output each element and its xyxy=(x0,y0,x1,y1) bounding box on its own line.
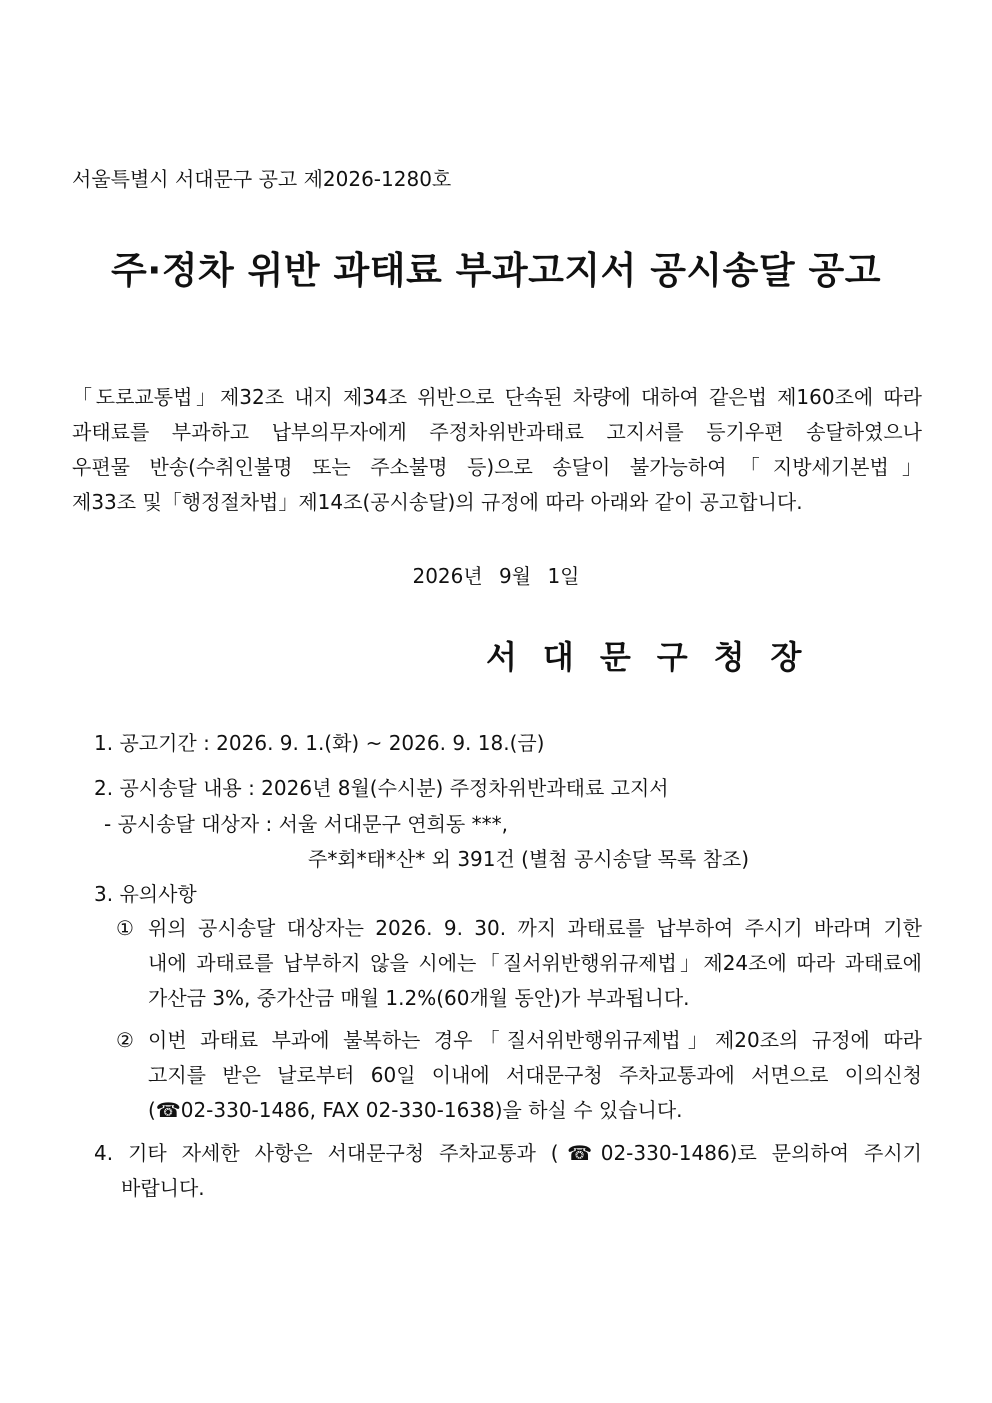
note-2-line: 이번 과태료 부과에 불복하는 경우「질서위반행위규제법」제20조의 규정에 따라 xyxy=(148,1028,922,1052)
item-period: 1. 공고기간 : 2026. 9. 1.(화) ~ 2026. 9. 18.(금) xyxy=(94,731,545,755)
note-1-mark: ① xyxy=(116,916,134,940)
item-other-line: 4. 기타 자세한 사항은 서대문구청 주차교통과 (☎02-330-1486)로 문의하여 주시기 xyxy=(94,1141,922,1165)
notice-date: 2026년 9월 1일 xyxy=(412,564,580,588)
item-target-line1: - 공시송달 대상자 : 서울 서대문구 연희동 ***, xyxy=(104,812,508,836)
intro-paragraph xyxy=(72,380,922,520)
note-1-line: 위의 공시송달 대상자는 2026. 9. 30. 까지 과태료를 납부하여 주시기 바라며 기한 xyxy=(148,916,922,940)
note-2-line: (☎02-330-1486, FAX 02-330-1638)을 하실 수 있습니다. xyxy=(148,1098,683,1122)
page-title: 주·정차 위반 과태료 부과고지서 공시송달 공고 xyxy=(110,249,882,292)
item-other-line: 바랍니다. xyxy=(121,1176,205,1200)
intro-line: 제33조 및「행정절차법」제14조(공시송달)의 규정에 따라 아래와 같이 공고합니다. xyxy=(72,490,803,514)
note-1-line: 가산금 3%, 중가산금 매월 1.2%(60개월 동안)가 부과됩니다. xyxy=(148,986,690,1010)
note-1-line: 내에 과태료를 납부하지 않을 시에는「질서위반행위규제법」제24조에 따라 과태료에 xyxy=(148,951,922,975)
item-target-line2: 주*회*태*산* 외 391건 (별첨 공시송달 목록 참조) xyxy=(308,847,750,871)
item-other xyxy=(94,1136,922,1206)
item-content: 2. 공시송달 내용 : 2026년 8월(수시분) 주정차위반과태료 고지서 xyxy=(94,776,669,800)
note-2-mark: ② xyxy=(116,1028,134,1052)
note-2-line: 고지를 받은 날로부터 60일 이내에 서대문구청 주차교통과에 서면으로 이의신청 xyxy=(148,1063,922,1087)
note-2 xyxy=(116,1023,922,1128)
intro-line: 우편물 반송(수취인불명 또는 주소불명 등)으로 송달이 불가능하여「지방세기본법」 xyxy=(72,455,922,479)
notice-number: 서울특별시 서대문구 공고 제2026-1280호 xyxy=(72,167,452,191)
item-notes-heading: 3. 유의사항 xyxy=(94,882,197,906)
note-1 xyxy=(116,911,922,1016)
intro-line: 「도로교통법」제32조 내지 제34조 위반으로 단속된 차량에 대하여 같은법 제160조에 따라 xyxy=(72,385,922,409)
signer: 서대문구청장 xyxy=(486,638,828,676)
intro-line: 과태료를 부과하고 납부의무자에게 주정차위반과태료 고지서를 등기우편 송달하였으나 xyxy=(72,420,922,444)
